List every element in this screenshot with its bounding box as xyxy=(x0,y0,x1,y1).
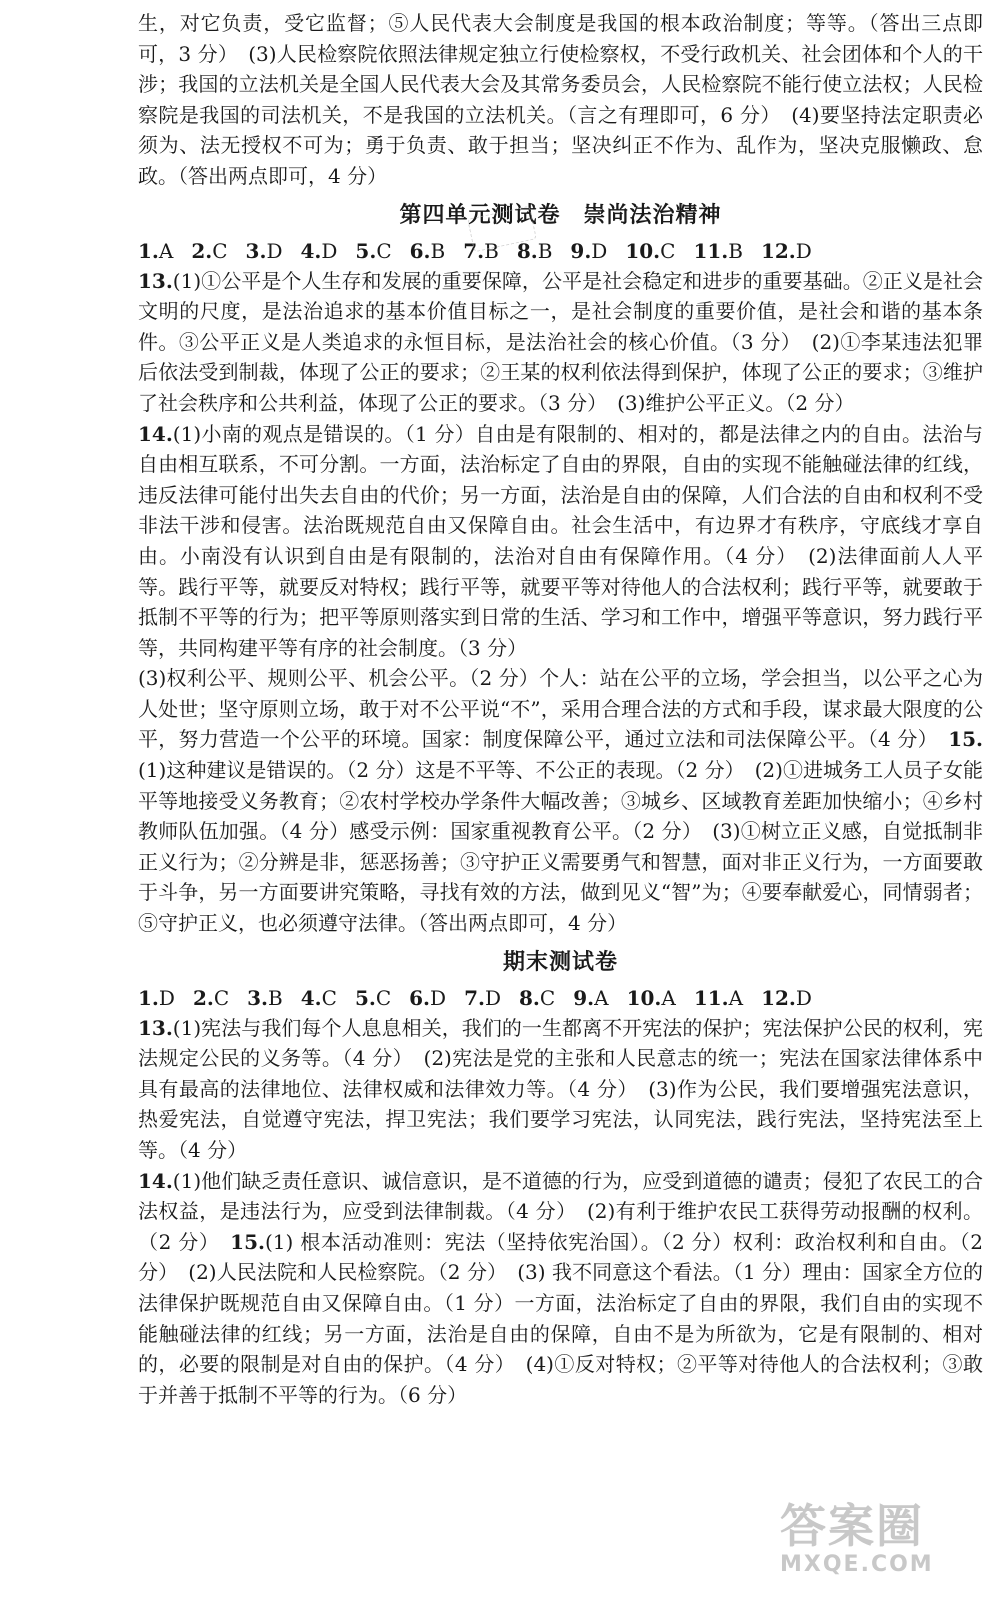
mc-answer-letter: D xyxy=(158,985,175,1010)
mc-answer-letter: C xyxy=(376,238,392,263)
mc-answer-letter: A xyxy=(661,985,676,1010)
mc-question-number: 7. xyxy=(464,985,485,1010)
final-q14-q15 xyxy=(138,1166,983,1411)
mc-question-number: 3. xyxy=(245,238,267,263)
mc-question-number: 11. xyxy=(693,238,729,263)
mc-answer-item xyxy=(627,986,676,1010)
question-answer: (1)宪法与我们每个人息息相关，我们的一生都离不开宪法的保护；宪法保护公民的权利，宪法规定公民的义务等。（4 分） (2)宪法是党的主张和人民意志的统一；宪法在国家法律体系中具有最高的法律地位、法律权威和法律效力等。（4 分） (3)作为公民，我们要增强宪法意识，热爱宪法，自觉遵守宪法，捍卫宪法；我们要学习宪法，认同宪法，践行宪法，坚持宪法至上等。（4 分） xyxy=(138,1015,983,1162)
question-answer: (1)①公平是个人生存和发展的重要保障，公平是社会稳定和进步的重要基础。②正义是社会文明的尺度，是法治追求的基本价值目标之一，是社会制度的重要价值，是社会和谐的基本条件。③公平正义是人类追求的永恒目标，是法治社会的核心价值。（3 分） (2)①李某违法犯罪后依法受到制裁，体现了公正的要求；②王某的权利依法得到保护，体现了公正的要求；③维护了社会秩序和公共利益，体现了公正的要求。（3 分） (3)维护公平正义。（2 分） xyxy=(138,268,983,415)
mc-answer-item xyxy=(570,239,607,263)
mc-answer-item xyxy=(355,986,391,1010)
unit4-q13 xyxy=(138,266,983,419)
score-note: （答出两点即可，4 分） xyxy=(418,911,628,936)
top-paragraph: 生，对它负责，受它监督；⑤人民代表大会制度是我国的根本政治制度；等等。（答出三点即可，3 分） (3)人民检察院依照法律规定独立行使检察权，不受行政机关、社会团体和个人的干涉；我国的立法机关是全国人民代表大会及其常务委员会，人民检察院不能行使立法权；人民检察院是我国的司法机关，不是我国的立法机关。（言之有理即可，6 分） (4)要坚持法定职责必须为、法无授权不可为；勇于负责、敢于担当；坚决纠正不作为、乱作为，坚决克服懒政、怠政。（答出两点即可，4 分） xyxy=(138,11,983,188)
mc-answer-item xyxy=(464,986,501,1010)
question-number: 13. xyxy=(138,268,173,293)
mc-answer-letter: A xyxy=(158,238,174,263)
question-answer: (1)小南的观点是错误的。（1 分）自由是有限制的、相对的，都是法律之内的自由。法治与自由相互联系，不可分割。一方面，法治标定了自由的界限，自由的实现不能触碰法律的红线，违反法律可能付出失去自由的代价；另一方面，法治是自由的保障，人们合法的自由和权利不受非法干涉和侵害。法治既规范自由又保障自由。社会生活中，有边界才有秩序，守底线才享自由。小南没有认识到自由是有限制的，法治对自由有保障作用。（4 分） (2)法律面前人人平等。践行平等，就要反对特权；践行平等，就要平等对待他人的合法权利；践行平等，就要敢于抵制不平等的行为；把平等原则落实到日常的生活、学习和工作中，增强平等意识，努力践行平等，共同构建平等有序的社会制度。（3 分） xyxy=(138,421,983,660)
site-watermark xyxy=(780,1500,980,1590)
mc-answer-letter: B xyxy=(537,238,553,263)
mc-answer-letter: C xyxy=(539,985,556,1010)
mc-question-number: 10. xyxy=(625,238,661,263)
mc-question-number: 9. xyxy=(570,238,592,263)
mc-question-number: 3. xyxy=(247,985,269,1010)
mc-answer-letter: D xyxy=(795,238,812,263)
mc-answer-item xyxy=(761,986,812,1010)
question-number: 13. xyxy=(138,1015,173,1040)
mc-answer-letter: C xyxy=(213,985,230,1010)
final-mc-answers xyxy=(138,983,983,1013)
mc-question-number: 4. xyxy=(300,238,322,263)
mc-question-number: 7. xyxy=(463,238,485,263)
mc-answer-letter: B xyxy=(728,238,743,263)
mc-answer-item xyxy=(573,986,608,1010)
mc-question-number: 1. xyxy=(138,238,159,263)
mc-answer-letter: D xyxy=(795,985,812,1010)
final-q13 xyxy=(138,1013,983,1166)
mc-question-number: 1. xyxy=(138,985,159,1010)
mc-answer-item xyxy=(517,239,553,263)
mc-answer-item xyxy=(193,986,229,1010)
mc-answer-letter: C xyxy=(660,238,676,263)
unit4-title: 第四单元测试卷 崇尚法治精神 xyxy=(399,202,722,228)
question-answer: (1)他们缺乏责任意识、诚信意识，是不道德的行为，应受到道德的谴责；侵犯了农民工的合法权益，是违法行为，应受到法律制裁。（4 分） (2)有利于维护农民工获得劳动报酬的权利。（2 分） xyxy=(138,1168,983,1254)
mc-answer-letter: C xyxy=(321,985,337,1010)
question-answer: (1)这种建议是错误的。（2 分）这是不平等、不公正的表现。（2 分） (2)①进城务工人员子女能平等地接受义务教育；②农村学校办学条件大幅改善；③城乡、区域教育差距加快缩小；④乡村教师队伍加强。（4 分）感受示例：国家重视教育公平。（2 分） (3)①树立正义感，自觉抵制非正义行为；②分辨是非，惩恶扬善；③守护正义需要勇气和智慧，面对非正义行为，一方面要敢于斗争，另一方面要讲究策略，寻找有效的方法，做到见义“智”为；④要奉献爱心，同情弱者；⑤守护正义，也必须遵守法律。 xyxy=(138,758,983,936)
question-answer: (3)权利公平、规则公平、机会公平。（2 分）个人：站在公平的立场，学会担当，以公平之心为人处世；坚守原则立场，敢于对不公平说“不”，采用合理合法的方式和手段，谋求最大限度的公平，努力营造一个公平的环境。国家：制度保障公平，通过立法和司法保障公平。（4 分） xyxy=(138,666,983,752)
mc-question-number: 6. xyxy=(409,985,431,1010)
question-answer: (1) 根本活动准则：宪法（坚持依宪治国）。（2 分）权利：政治权利和自由。（2 分） (2)人民法院和人民检察院。（2 分） (3) 我不同意这个看法。（1 分）理由：国家全方位的法律保护既规范自由又保障自由。（1 分）一方面，法治标定了自由的界限，我们自由的实现不能触碰法律的红线；另一方面，法治是自由的保障，自由不是为所欲为，它是有限制的、相对的，必要的限制是对自由的保护。（4 分） (4)①反对特权；②平等对待他人的合法权利；③敢于并善于抵制不平等的行为。（6 分） xyxy=(138,1229,983,1407)
unit4-mc-answers xyxy=(138,236,983,266)
mc-answer-item xyxy=(693,239,743,263)
question-number: 14. xyxy=(138,421,173,446)
mc-question-number: 2. xyxy=(192,985,214,1010)
mc-question-number: 8. xyxy=(519,985,540,1010)
mc-answer-letter: C xyxy=(375,985,392,1010)
mc-answer-letter: B xyxy=(484,238,499,263)
mc-answer-letter: D xyxy=(484,985,502,1010)
watermark-logo-text: 答案圈 xyxy=(780,1499,924,1553)
page-content xyxy=(138,8,983,1410)
mc-answer-item xyxy=(138,986,175,1010)
mc-answer-item xyxy=(519,986,555,1010)
mc-answer-letter: D xyxy=(321,238,338,263)
mc-question-number: 4. xyxy=(300,985,322,1010)
mc-answer-item xyxy=(625,239,675,263)
mc-answer-letter: B xyxy=(268,985,283,1010)
question-number: 15. xyxy=(230,1229,265,1254)
mc-answer-item xyxy=(138,239,173,263)
mc-question-number: 6. xyxy=(409,238,431,263)
mc-answer-item xyxy=(694,986,743,1010)
mc-question-number: 10. xyxy=(626,985,662,1010)
mc-question-number: 9. xyxy=(573,985,595,1010)
mc-answer-item xyxy=(355,239,391,263)
mc-answer-item xyxy=(409,986,446,1010)
final-exam-title: 期末测试卷 xyxy=(502,949,618,975)
unit4-q14-part3 xyxy=(138,663,983,938)
question-number: 15. xyxy=(948,727,983,752)
mc-question-number: 11. xyxy=(693,985,729,1010)
mc-answer-letter: A xyxy=(728,985,744,1010)
mc-question-number: 2. xyxy=(191,238,213,263)
mc-answer-item xyxy=(761,239,812,263)
mc-answer-item xyxy=(300,239,337,263)
mc-question-number: 12. xyxy=(760,238,796,263)
mc-question-number: 12. xyxy=(761,985,796,1010)
mc-answer-item xyxy=(191,239,227,263)
mc-answer-item xyxy=(410,239,446,263)
mc-answer-item xyxy=(247,986,283,1010)
mc-question-number: 8. xyxy=(516,238,538,263)
mc-answer-letter: D xyxy=(430,985,447,1010)
mc-question-number: 5. xyxy=(354,985,376,1010)
mc-answer-letter: C xyxy=(212,238,228,263)
question-number: 14. xyxy=(138,1168,173,1193)
watermark-url: MXQE.COM xyxy=(780,1552,934,1577)
mc-answer-letter: D xyxy=(266,238,283,263)
mc-answer-item xyxy=(246,239,283,263)
mc-answer-letter: D xyxy=(591,238,608,263)
mc-answer-letter: A xyxy=(594,985,609,1010)
unit4-q14 xyxy=(138,419,983,664)
mc-answer-letter: B xyxy=(430,238,446,263)
mc-answer-item xyxy=(301,986,337,1010)
mc-question-number: 5. xyxy=(355,238,377,263)
